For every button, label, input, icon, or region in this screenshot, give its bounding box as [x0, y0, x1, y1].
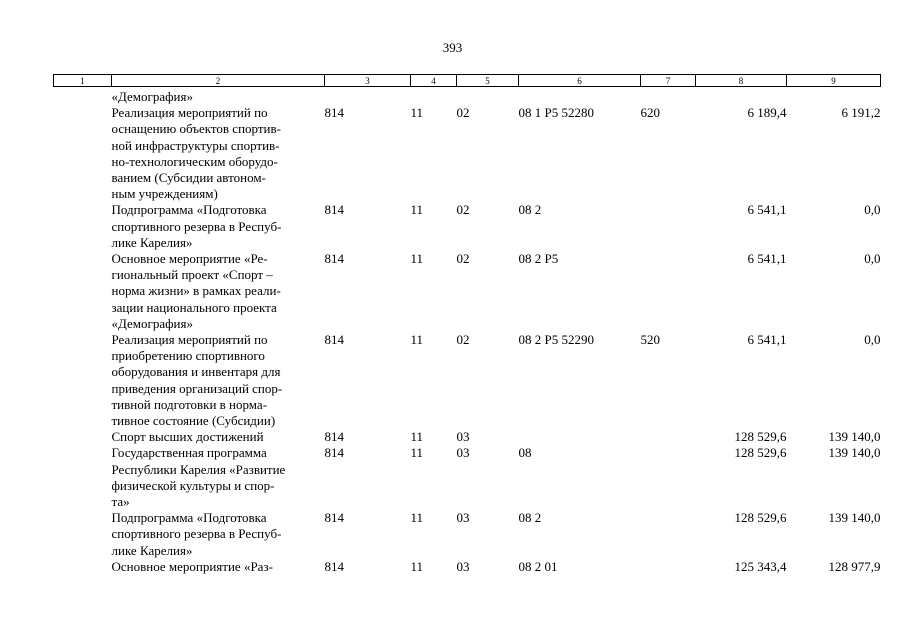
admin-code-cell: 814 [324, 251, 344, 267]
amount-year1-cell: 128 529,6 [734, 429, 787, 445]
amount-year1-cell: 125 343,4 [734, 558, 787, 574]
subsection-code-cell: 02 [456, 332, 470, 348]
row-name-line: физической культуры и спор- [111, 477, 275, 493]
row-name-line: Основное мероприятие «Раз- [111, 558, 273, 574]
row-name-line: Подпрограмма «Подготовка [111, 202, 267, 218]
row-name-line: тивной подготовки в норма- [111, 396, 268, 412]
column-header: 5 [457, 75, 519, 87]
table-row [54, 105, 881, 202]
section-code-cell: 11 [410, 105, 424, 121]
table-row [54, 445, 881, 510]
admin-code-cell: 814 [324, 202, 344, 218]
table-row [54, 251, 881, 332]
amount-year2-cell: 0,0 [864, 202, 881, 218]
amount-year2-cell: 0,0 [864, 251, 881, 267]
row-number-cell [54, 559, 112, 575]
target-article-cell [519, 89, 641, 105]
subsection-code-cell: 02 [456, 202, 470, 218]
admin-code-cell: 814 [324, 510, 344, 526]
amount-year1-cell: 6 541,1 [747, 202, 787, 218]
amount-year2-cell: 139 140,0 [828, 510, 881, 526]
section-code-cell: 11 [410, 558, 424, 574]
target-article-cell: 08 [518, 445, 532, 461]
section-code-cell: 11 [410, 429, 424, 445]
row-name-line: спортивного резерва в Респуб- [111, 218, 282, 234]
row-number-cell [54, 251, 112, 332]
amount-year2-cell [787, 89, 881, 105]
subsection-code-cell: 03 [456, 429, 470, 445]
admin-code-cell [325, 89, 411, 105]
expense-type-cell [641, 251, 696, 332]
row-number-cell [54, 445, 112, 510]
row-name-line: лике Карелия» [111, 542, 193, 558]
section-code-cell: 11 [410, 332, 424, 348]
amount-year1-cell: 128 529,6 [734, 510, 787, 526]
target-article-cell: 08 2 [518, 510, 542, 526]
row-name-line: та» [111, 494, 130, 510]
row-name-line: Реализация мероприятий по [111, 105, 268, 121]
column-header: 2 [112, 75, 325, 87]
expense-type-cell [641, 445, 696, 510]
row-number-cell [54, 105, 112, 202]
expense-type-cell [641, 510, 696, 559]
row-name-cell [112, 251, 325, 332]
table-body [54, 87, 881, 576]
amount-year1-cell: 6 541,1 [747, 251, 787, 267]
row-name-line: Подпрограмма «Подготовка [111, 510, 267, 526]
row-name-line: «Демография» [111, 315, 193, 331]
amount-year2-cell: 128 977,9 [828, 558, 881, 574]
target-article-cell: 08 2 P5 52290 [518, 332, 594, 348]
amount-year1-cell [696, 89, 787, 105]
amount-year2-cell: 0,0 [864, 332, 881, 348]
expense-type-cell [641, 559, 696, 575]
admin-code-cell: 814 [324, 445, 344, 461]
row-name-line: Основное мероприятие «Ре- [111, 251, 268, 267]
amount-year2-cell: 6 191,2 [841, 105, 881, 121]
budget-table [53, 74, 881, 575]
subsection-code-cell: 03 [456, 445, 470, 461]
row-number-cell [54, 332, 112, 429]
row-name-line: приобретению спортивного [111, 348, 265, 364]
row-name-line: зации национального проекта [111, 299, 277, 315]
amount-year1-cell: 128 529,6 [734, 445, 787, 461]
target-article-cell: 08 1 P5 52280 [518, 105, 594, 121]
row-name-line: ным учреждениям) [111, 186, 218, 202]
section-code-cell: 11 [410, 202, 424, 218]
expense-type-cell: 620 [640, 105, 660, 121]
expense-type-cell [641, 429, 696, 445]
column-header: 4 [411, 75, 457, 87]
row-number-cell [54, 429, 112, 445]
row-name-line: норма жизни» в рамках реали- [111, 283, 281, 299]
row-name-cell [112, 332, 325, 429]
column-header: 7 [641, 75, 696, 87]
column-header: 9 [787, 75, 881, 87]
target-article-cell [519, 429, 641, 445]
expense-type-cell: 520 [640, 332, 660, 348]
row-number-cell [54, 202, 112, 251]
table-row [54, 89, 881, 105]
row-name-line: спортивного резерва в Респуб- [111, 526, 282, 542]
row-name-line: оснащению объектов спортив- [111, 121, 281, 137]
section-code-cell: 11 [410, 510, 424, 526]
row-name-line: оборудования и инвентаря для [111, 364, 281, 380]
row-name-line: гиональный проект «Спорт – [111, 267, 273, 283]
section-code-cell: 11 [410, 445, 424, 461]
target-article-cell: 08 2 [518, 202, 542, 218]
section-code-cell [411, 89, 457, 105]
amount-year2-cell: 139 140,0 [828, 445, 881, 461]
subsection-code-cell [457, 89, 519, 105]
amount-year1-cell: 6 189,4 [747, 105, 787, 121]
table-row [54, 332, 881, 429]
row-name-line: тивное состояние (Субсидии) [111, 413, 276, 429]
row-name-cell [112, 445, 325, 510]
row-name-cell [112, 429, 325, 445]
row-name-line: «Демография» [111, 89, 193, 104]
column-header: 8 [696, 75, 787, 87]
row-name-cell [112, 89, 325, 105]
row-name-line: лике Карелия» [111, 234, 193, 250]
section-code-cell: 11 [410, 251, 424, 267]
admin-code-cell: 814 [324, 558, 344, 574]
row-number-cell [54, 510, 112, 559]
admin-code-cell: 814 [324, 332, 344, 348]
row-name-line: ванием (Субсидии автоном- [111, 170, 266, 186]
row-name-line: но-технологическим оборудо- [111, 153, 278, 169]
column-header: 1 [54, 75, 112, 87]
row-name-line: приведения организаций спор- [111, 380, 283, 396]
column-number-header [54, 75, 881, 87]
table-row [54, 559, 881, 575]
row-name-line: ной инфраструктуры спортив- [111, 137, 280, 153]
row-name-cell [112, 202, 325, 251]
amount-year1-cell: 6 541,1 [747, 332, 787, 348]
page-number: 393 [442, 40, 463, 55]
subsection-code-cell: 02 [456, 251, 470, 267]
row-name-cell [112, 559, 325, 575]
subsection-code-cell: 03 [456, 510, 470, 526]
target-article-cell: 08 2 01 [518, 558, 558, 574]
expense-type-cell [641, 89, 696, 105]
table-row [54, 510, 881, 559]
admin-code-cell: 814 [324, 105, 344, 121]
column-header: 6 [519, 75, 641, 87]
table-row [54, 202, 881, 251]
column-header: 3 [325, 75, 411, 87]
row-name-cell [112, 510, 325, 559]
row-name-line: Государственная программа [111, 445, 267, 461]
subsection-code-cell: 02 [456, 105, 470, 121]
row-name-line: Спорт высших достижений [111, 429, 264, 445]
admin-code-cell: 814 [324, 429, 344, 445]
subsection-code-cell: 03 [456, 558, 470, 574]
row-name-line: Республики Карелия «Развитие [111, 461, 286, 477]
table-row [54, 429, 881, 445]
expense-type-cell [641, 202, 696, 251]
row-name-line: Реализация мероприятий по [111, 332, 268, 348]
amount-year2-cell: 139 140,0 [828, 429, 881, 445]
row-name-cell [112, 105, 325, 202]
target-article-cell: 08 2 P5 [518, 251, 559, 267]
row-number-cell [54, 89, 112, 105]
